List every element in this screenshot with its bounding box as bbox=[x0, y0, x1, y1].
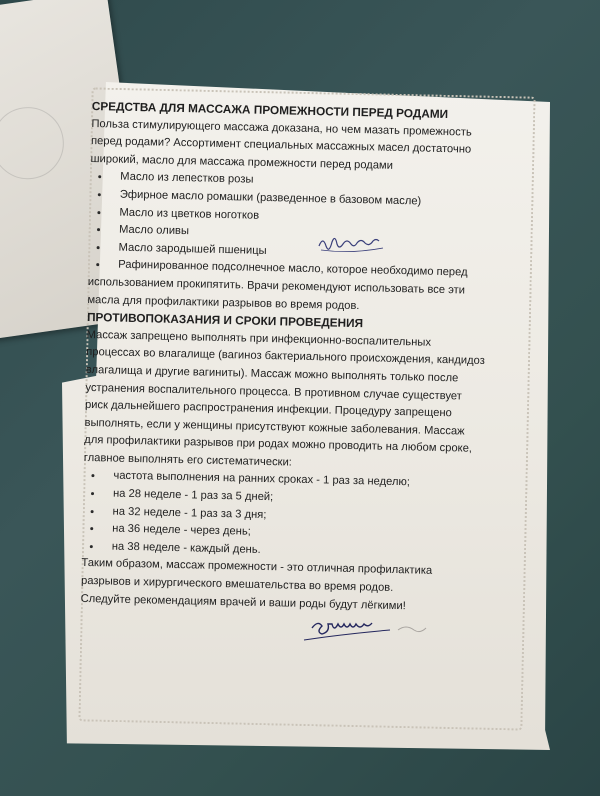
list-item: частота выполнения на ранних сроках - 1 раз за неделю; bbox=[83, 467, 483, 494]
signature bbox=[298, 610, 448, 650]
list-item: Эфирное масло ромашки (разведенное в базовом масле) bbox=[90, 186, 490, 213]
leaflet-content bbox=[80, 98, 491, 617]
section1-title: СРЕДСТВА ДЛЯ МАССАЖА ПРОМЕЖНОСТИ ПЕРЕД РОДАМИ bbox=[91, 98, 449, 122]
bullet-icon bbox=[97, 211, 100, 214]
conclusion-paragraph: Таким образом, массаж промежности - это отличная профилактика разрывов и хирургического вмешательства во время родов. bbox=[80, 557, 433, 594]
bullet-icon bbox=[91, 475, 94, 478]
bullet-icon bbox=[98, 193, 101, 196]
bullet-icon bbox=[90, 545, 93, 548]
bullet-icon bbox=[90, 527, 93, 530]
section2-title: ПРОТИВОПОКАЗАНИЯ И СРОКИ ПРОВЕДЕНИЯ bbox=[86, 310, 364, 331]
faint-stamp bbox=[0, 103, 68, 184]
bullet-icon bbox=[98, 176, 101, 179]
list-item: Масло оливы bbox=[89, 221, 489, 248]
bullet-icon bbox=[97, 228, 100, 231]
list-item: на 32 неделе - 1 раз за 3 дня; bbox=[82, 503, 482, 530]
bullet-icon bbox=[91, 492, 94, 495]
list-item: на 38 неделе - каждый день. bbox=[82, 538, 482, 565]
list-item: Масло зародышей пшеницы bbox=[88, 239, 488, 266]
list-item: Масло из лепестков розы bbox=[90, 168, 490, 195]
intro-paragraph: Польза стимулирующего массажа доказана, но чем мазать промежность перед родами? Ассортимент специальных массажных масел достаточно широкий, масло для массажа промежности перед родами bbox=[90, 117, 472, 172]
schedule-list bbox=[82, 467, 484, 564]
list-item: на 36 неделе - через день; bbox=[82, 520, 482, 547]
oils-continuation: использованием прокипятить. Врачи рекомендуют использовать все эти масла для профилактики разрывов во время родов. bbox=[87, 275, 466, 312]
list-item: на 28 неделе - 1 раз за 5 дней; bbox=[83, 485, 483, 512]
oil-list bbox=[88, 168, 490, 283]
bullet-icon bbox=[96, 263, 99, 266]
list-item: Масло из цветков ноготков bbox=[89, 204, 489, 231]
closing-line: Следуйте рекомендациям врачей и ваши роды будут лёгкими! bbox=[80, 592, 406, 612]
contraindications-paragraph: Массаж запрещено выполнять при инфекционно-воспалительных процессах во влагалище (вагиноз бактериального происхождения, кандидоз влагалища и другие вагиниты). Массаж можно выполнять только после устранения воспалительного процесса. В противном случае существует риск дальнейшего распространения инфекции. Процедуру запрещено выполнять, если у женщины присутствуют кожные заболевания. Массаж для профилактики разрывов при родах можно проводить на любом сроке, главное выполнять его систематически: bbox=[83, 328, 485, 469]
bullet-icon bbox=[97, 246, 100, 249]
handwritten-mark bbox=[315, 228, 395, 258]
list-item: Рафинированное подсолнечное масло, которое необходимо перед bbox=[88, 256, 488, 283]
bullet-icon bbox=[91, 510, 94, 513]
